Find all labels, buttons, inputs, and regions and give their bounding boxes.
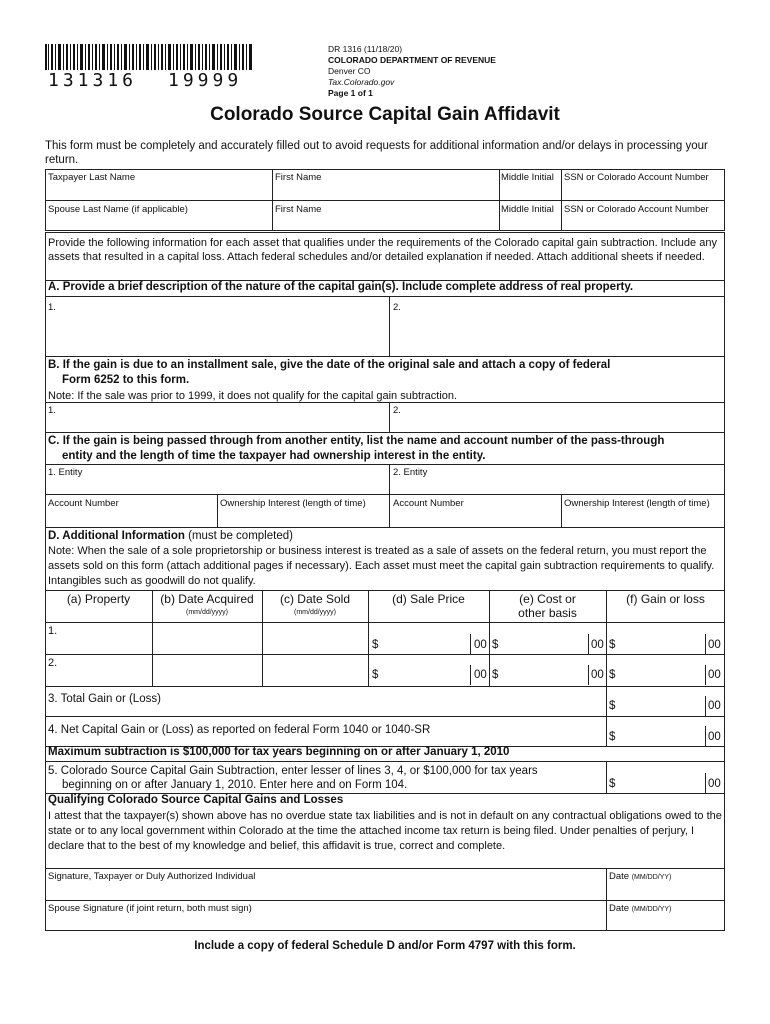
column-f-header: (f) Gain or loss xyxy=(626,592,705,606)
section-b-item-1-field[interactable]: 1. xyxy=(48,405,56,416)
spouse-date-label: Date xyxy=(609,903,630,914)
section-c-ownership-1-field[interactable]: Ownership Interest (length of time) xyxy=(220,498,366,509)
asset-row-2-label: 2. xyxy=(48,657,58,669)
line-5-cents: 00 xyxy=(708,778,721,790)
section-b-item-2-field[interactable]: 2. xyxy=(393,405,401,416)
section-a-heading: A. Provide a brief description of the nature of the capital gain(s). Include complete address of real property. xyxy=(48,281,634,293)
taxpayer-date-field[interactable] xyxy=(609,871,671,882)
section-c-ownership-2-field[interactable]: Ownership Interest (length of time) xyxy=(564,498,710,509)
asset-row-1-label: 1. xyxy=(48,625,58,637)
footer-note: Include a copy of federal Schedule D and/or Form 4797 with this form. xyxy=(194,940,576,952)
spouse-last-name-field[interactable]: Spouse Last Name (if applicable) xyxy=(48,204,188,215)
asset-row-1-date-acquired-field[interactable] xyxy=(153,623,261,654)
spouse-middle-initial-field[interactable]: Middle Initial xyxy=(501,204,554,215)
section-d-heading-rest: (must be completed) xyxy=(184,530,293,542)
provide-instructions: Provide the following information for each asset that qualifies under the requirements of the Colorado capital gain subtraction. Include any assets that resulted in a capital loss. Attach federal schedules and/or detailed explanation if needed. Attach additional sheets if needed. xyxy=(48,237,717,263)
section-c-entity-1-field[interactable]: 1. Entity xyxy=(48,467,83,478)
asset-row-1-gain-cents: 00 xyxy=(708,639,721,651)
barcode-digits-left: 131316 xyxy=(48,70,138,91)
asset-row-1-sale-price-dollar: $ xyxy=(372,639,379,651)
spouse-date-field[interactable] xyxy=(609,903,671,914)
line-3-cents: 00 xyxy=(708,700,721,712)
section-d-note: Note: When the sale of a sole proprietorship or business interest is treated as a sale of assets on the federal return, you must report the assets sold on this form (attach additional pages if necessary). Each asset must meet the capital gain subtraction requirements to qualify. Intangibles such as goodwill do not qualify. xyxy=(48,545,715,587)
taxpayer-signature-field[interactable]: Signature, Taxpayer or Duly Authorized Individual xyxy=(48,871,256,882)
taxpayer-date-label: Date xyxy=(609,871,630,882)
column-e-header-line2: other basis xyxy=(518,606,577,620)
section-a-item-2-field[interactable]: 2. xyxy=(393,302,401,313)
line-3-label: 3. Total Gain or (Loss) xyxy=(48,693,161,705)
section-b-heading-line1: B. If the gain is due to an installment sale, give the date of the original sale and attach a copy of federal xyxy=(48,359,611,371)
spouse-ssn-field[interactable]: SSN or Colorado Account Number xyxy=(564,204,709,215)
column-d-header: (d) Sale Price xyxy=(392,592,465,606)
asset-row-2-cost-dollar: $ xyxy=(492,669,499,681)
page-number: Page 1 of 1 xyxy=(328,88,373,98)
section-c-account-1-field[interactable]: Account Number xyxy=(48,498,119,509)
max-subtraction-note: Maximum subtraction is $100,000 for tax years beginning on or after January 1, 2010 xyxy=(48,746,510,758)
section-c-heading-line1: C. If the gain is being passed through from another entity, list the name and account number of the pass-through xyxy=(48,435,665,447)
barcode-digits-right: 19999 xyxy=(168,70,243,91)
section-b-heading-line2: Form 6252 to this form. xyxy=(62,374,190,386)
spouse-signature-field[interactable]: Spouse Signature (if joint return, both must sign) xyxy=(48,903,252,914)
taxpayer-first-name-field[interactable]: First Name xyxy=(275,172,322,183)
website: Tax.Colorado.gov xyxy=(328,77,395,87)
asset-row-2-date-acquired-field[interactable] xyxy=(153,655,261,685)
line-3-dollar: $ xyxy=(609,700,616,712)
column-b-format: (mm/dd/yyyy) xyxy=(186,609,228,616)
section-a-item-1-field[interactable]: 1. xyxy=(48,302,56,313)
line-5-label-1: 5. Colorado Source Capital Gain Subtraction, enter lesser of lines 3, 4, or $100,000 for tax years xyxy=(48,765,538,777)
attest-text: I attest that the taxpayer(s) shown above has no overdue state tax liabilities and is not in default on any contractual obligations owed to the state or to any local government within Colorado at the time the attached income tax return is being filed. Under penalties of perjury, I declare that to the best of my knowledge and belief, this affidavit is true, correct and complete. xyxy=(48,810,722,852)
spouse-first-name-field[interactable]: First Name xyxy=(275,204,322,215)
taxpayer-date-format: (MM/DD/YY) xyxy=(631,874,672,881)
section-c-heading-line2: entity and the length of time the taxpayer had ownership interest in the entity. xyxy=(62,450,486,462)
asset-row-2-date-sold-field[interactable] xyxy=(263,655,367,685)
section-c-account-2-field[interactable]: Account Number xyxy=(393,498,464,509)
column-a-header: (a) Property xyxy=(66,592,131,606)
asset-row-1-sale-price-cents: 00 xyxy=(474,639,487,651)
column-c-format: (mm/dd/yyyy) xyxy=(294,609,336,616)
section-d-heading-bold: D. Additional Information xyxy=(48,530,185,542)
form-header xyxy=(328,44,496,99)
taxpayer-last-name-field[interactable]: Taxpayer Last Name xyxy=(48,172,136,183)
intro-text: This form must be completely and accurately filled out to avoid requests for additional information and/or delays in processing your return. xyxy=(45,140,708,166)
city: Denver CO xyxy=(328,66,371,76)
asset-row-1-cost-cents: 00 xyxy=(591,639,604,651)
line-4-cents: 00 xyxy=(708,731,721,743)
asset-row-1-property-field[interactable] xyxy=(46,637,151,653)
asset-row-2-gain-dollar: $ xyxy=(609,669,616,681)
asset-row-1-gain-dollar: $ xyxy=(609,639,616,651)
section-c-entity-2-field[interactable]: 2. Entity xyxy=(393,467,428,478)
asset-row-2-gain-cents: 00 xyxy=(708,669,721,681)
asset-row-2-sale-price-dollar: $ xyxy=(372,669,379,681)
line-5-dollar: $ xyxy=(609,778,616,790)
form-id: DR 1316 (11/18/20) xyxy=(328,44,403,54)
asset-row-2-sale-price-cents: 00 xyxy=(474,669,487,681)
column-c-header: (c) Date Sold xyxy=(279,592,351,606)
column-b-header: (b) Date Acquired xyxy=(160,592,254,606)
section-d-heading xyxy=(48,529,293,543)
asset-row-2-cost-cents: 00 xyxy=(591,669,604,681)
asset-row-1-date-sold-field[interactable] xyxy=(263,623,367,654)
page-title: Colorado Source Capital Gain Affidavit xyxy=(210,104,560,125)
line-4-dollar: $ xyxy=(609,731,616,743)
asset-row-1-cost-dollar: $ xyxy=(492,639,499,651)
column-e-header-line1: (e) Cost or xyxy=(519,592,576,606)
taxpayer-ssn-field[interactable]: SSN or Colorado Account Number xyxy=(564,172,709,183)
section-b-note: Note: If the sale was prior to 1999, it does not qualify for the capital gain subtraction. xyxy=(48,390,458,402)
barcode-bars xyxy=(45,44,255,70)
spouse-date-format: (MM/DD/YY) xyxy=(631,906,672,913)
line-5-label-2: beginning on or after January 1, 2010. Enter here and on Form 104. xyxy=(62,779,408,791)
attest-heading: Qualifying Colorado Source Capital Gains and Losses xyxy=(48,794,344,806)
line-4-label: 4. Net Capital Gain or (Loss) as reported on federal Form 1040 or 1040-SR xyxy=(48,724,431,736)
department-name: COLORADO DEPARTMENT OF REVENUE xyxy=(328,55,496,65)
taxpayer-middle-initial-field[interactable]: Middle Initial xyxy=(501,172,554,183)
